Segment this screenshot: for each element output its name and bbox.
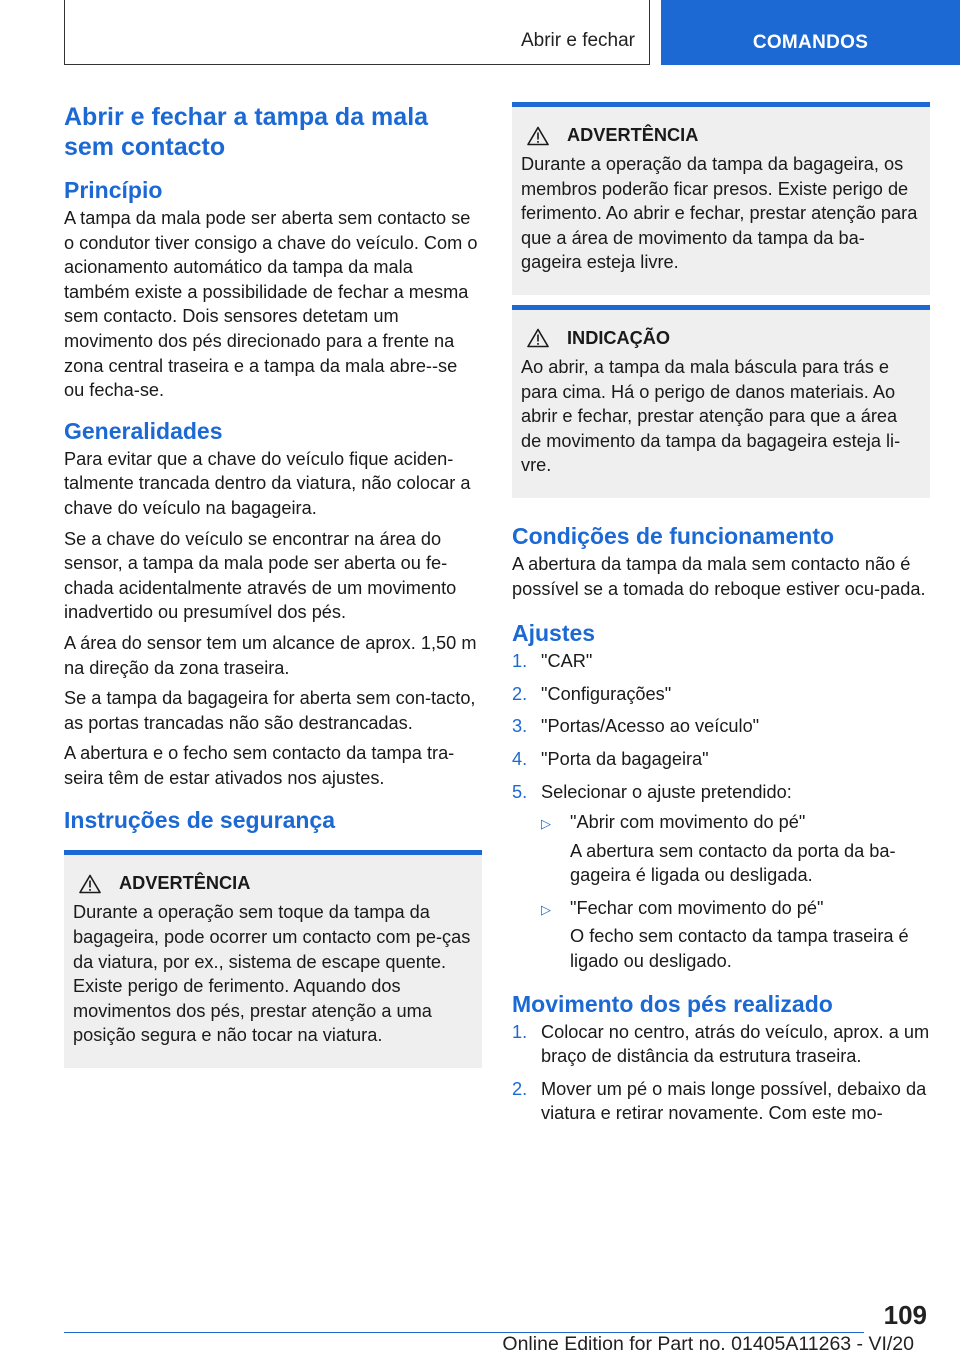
- heading-seguranca: Instruções de segurança: [64, 807, 335, 834]
- step-number: 2.: [512, 1078, 528, 1099]
- heading-principio: Princípio: [64, 177, 163, 203]
- step-text: "Configurações": [541, 683, 672, 704]
- step-number: 4.: [512, 748, 528, 769]
- step-text: "CAR": [541, 651, 593, 672]
- triangle-bullet-icon: ▷: [541, 901, 551, 917]
- warning-triangle-icon: [527, 126, 549, 146]
- header-section-label: Abrir e fechar: [520, 30, 635, 51]
- notice-title: [523, 328, 921, 349]
- warning-box-members: [512, 102, 930, 295]
- paragraph-generalidades-3: A área do sensor tem um alcance de aprox. 1,50 m na direção da zona traseira.: [64, 632, 477, 678]
- step-text: Colocar no centro, atrás do veículo, aprox. a um braço de distância da estrutura traseira.: [541, 1021, 930, 1067]
- list-item: [541, 896, 930, 974]
- paragraph-generalidades-4: Se a tampa da bagageira for aberta sem con-tacto, as portas trancadas não são destrancadas.: [64, 688, 476, 733]
- step-number: 3.: [512, 716, 528, 737]
- list-item: [512, 682, 930, 707]
- step-number: 2.: [512, 683, 528, 704]
- notice-title-label: INDICAÇÃO: [567, 327, 671, 348]
- step-text: Selecionar o ajuste pretendido:: [541, 781, 792, 802]
- paragraph-generalidades-5: A abertura e o fecho sem contacto da tampa tra-seira têm de estar ativados nos ajustes.: [64, 743, 455, 788]
- movimento-steps: [512, 1020, 930, 1126]
- paragraph-generalidades-2: Se a chave do veículo se encontrar na área do sensor, a tampa da mala pode ser aberta ou fe-chada acidentalmente através de um movimento inadvertido ou presumível dos pés.: [64, 528, 457, 623]
- warning-title-label: ADVERTÊNCIA: [119, 873, 251, 894]
- step-text: Mover um pé o mais longe possível, debaixo da viatura e retirar novamente. Com este mo-: [541, 1078, 927, 1124]
- warning-text: Durante a operação da tampa da bagageira, os membros poderão ficar presos. Existe perigo de ferimento. Ao abrir e fechar, prestar atenção para que a área de movimento da tampa da ba-gageira esteja livre.: [521, 154, 918, 273]
- ajustes-steps: [512, 649, 930, 804]
- step-text: "Portas/Acesso ao veículo": [541, 716, 760, 737]
- list-item: [512, 649, 930, 674]
- left-column: [64, 102, 482, 1076]
- step-number: 5.: [512, 781, 528, 802]
- header-chapter-tab: [661, 0, 960, 65]
- header-chapter-label: COMANDOS: [752, 32, 869, 53]
- list-item: [512, 714, 930, 739]
- warning-title: [75, 873, 473, 894]
- heading-movimento: Movimento dos pés realizado: [512, 990, 833, 1017]
- option-label: "Abrir com movimento do pé": [570, 812, 806, 833]
- option-label: "Fechar com movimento do pé": [570, 897, 824, 918]
- page-number: 109: [883, 1300, 927, 1330]
- ajustes-options: [541, 810, 930, 974]
- heading-ajustes: Ajustes: [512, 620, 596, 647]
- list-item: [541, 810, 930, 888]
- right-column: [512, 102, 930, 1134]
- warning-title-label: ADVERTÊNCIA: [567, 125, 699, 145]
- warning-triangle-icon: [527, 328, 549, 348]
- notice-box-damage: [512, 305, 930, 498]
- header-section-box: [64, 0, 650, 65]
- paragraph-generalidades-1: Para evitar que a chave do veículo fique aciden-talmente trancada dentro da viatura, não colocar a chave do veículo na bagageira.: [64, 448, 471, 518]
- list-item: [512, 780, 930, 805]
- warning-title: [523, 125, 921, 146]
- warning-text: Durante a operação sem toque da tampa da bagageira, pode ocorrer um contacto com pe-ças da viatura, por ex., sistema de escape quente. Existe perigo de ferimento. Aquando dos movimentos dos pés, prestar atenção a uma posição segura e não tocar na viatura.: [73, 902, 471, 1046]
- option-description: O fecho sem contacto da tampa traseira é ligado ou desligado.: [570, 926, 909, 972]
- list-item: [512, 1020, 930, 1069]
- option-description: A abertura sem contacto da porta da ba-gageira é ligada ou desligada.: [570, 840, 896, 886]
- page-title: Abrir e fechar a tampa da mala sem contacto: [64, 103, 429, 161]
- step-number: 1.: [512, 651, 528, 672]
- paragraph-condicoes: A abertura da tampa da mala sem contacto não é possível se a tomada do reboque estiver ocu-pada.: [512, 553, 926, 599]
- warning-triangle-icon: [79, 874, 101, 894]
- edition-label: Online Edition for Part no. 01405A11263 - VI/20: [502, 1333, 914, 1355]
- heading-generalidades: Generalidades: [64, 417, 223, 444]
- list-item: [512, 747, 930, 772]
- paragraph-principio: A tampa da mala pode ser aberta sem contacto se o condutor tiver consigo a chave do veículo. Com o acionamento automático da tampa da mala também existe a possibilidade de fechar a mesma sem contacto. Dois sensores detetam um movimento dos pés direcionado para a frente na zona central traseira e a tampa da mala abre--se ou fecha-se.: [64, 208, 478, 401]
- page-footer: [0, 1290, 960, 1362]
- notice-text: Ao abrir, a tampa da mala báscula para trás e para cima. Há o perigo de danos materiais. Ao abrir e fechar, prestar atenção para que a área de movimento da tampa da bagageira esteja li-vre.: [521, 356, 901, 476]
- page-header: [0, 0, 960, 66]
- warning-box-contact: [64, 850, 482, 1068]
- step-text: "Porta da bagageira": [541, 748, 709, 769]
- list-item: [512, 1077, 930, 1126]
- heading-condicoes: Condições de funcionamento: [512, 522, 835, 549]
- step-number: 1.: [512, 1021, 528, 1042]
- triangle-bullet-icon: ▷: [541, 816, 551, 832]
